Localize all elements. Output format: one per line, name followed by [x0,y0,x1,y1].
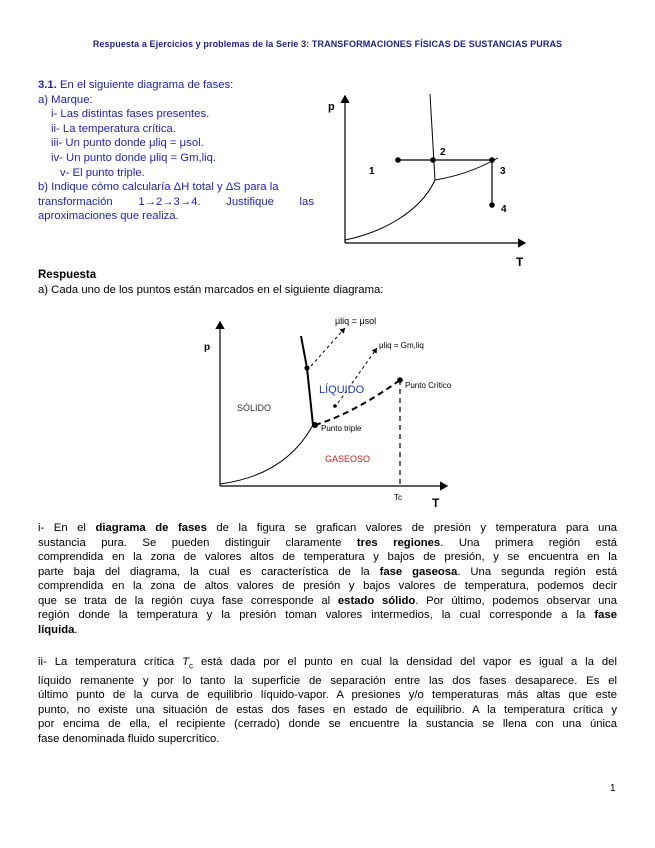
point-1 [395,157,401,163]
question-number: 3.1. [38,79,57,91]
question-item-v: v- El punto triple. [60,166,145,179]
mu-liq-gm-point [333,404,337,408]
paragraph-line: fase denominada fluido supercrítico. [38,732,220,745]
phase-diagram-answer [195,308,455,513]
p-axis-label: p [204,342,211,353]
T-axis-label: T [516,255,524,268]
paragraph-line: i- En el diagrama de fases de la figura se grafican valores de presión y temperatura para una [38,522,617,534]
paragraph-line: punto, no existe una situación de estas dos fases en estado de equilibrio. A la temperatura crítica y [38,703,617,716]
question-item-i: i- Las distintas fases presentes. [51,108,210,121]
paragraph-line: líquida. [38,623,78,636]
mu-liq-gm-label: μliq = Gm,liq [379,341,424,350]
paragraph-line: que se trata de la región cuya fase corresponde al estado sólido. Por último, podemos observar una [38,594,617,607]
liquid-region-label: LÍQUIDO [319,384,365,396]
paragraph-line: comprendida en la zona de valores altos de temperatura y bajos de presión, y se encuentra en la [38,551,617,563]
question-item-iv: iv- Un punto donde μliq = Gm,liq. [51,151,217,164]
point-4-label: 4 [501,204,507,215]
paragraph-line: último punto de la curva de equilibrio líquido-vapor. A presiones y/o temperaturas más altas que este [38,689,617,702]
respuesta-heading: Respuesta [38,269,97,281]
fusion-curve [301,336,313,425]
paragraph-phases [38,521,617,637]
vaporization-curve [435,158,498,180]
respuesta-a-text: a) Cada uno de los puntos están marcados en el siguiente diagrama: [38,284,384,296]
point-2 [430,157,436,163]
question-item-iii: iii- Un punto donde μliq = μsol. [51,137,204,150]
critical-point-label: Punto Crítico [405,381,452,390]
mu-liq-sol-label: μliq = μsol [335,316,377,326]
point-1-label: 1 [369,166,375,177]
triple-point [312,422,318,428]
paragraph-line: ii- La temperatura crítica $T_c$ está dada por el punto en cual la densidad del vapor es igual a la del [38,656,617,671]
paragraph-line: comprendida en la zona de altos valores de presión y bajos valores de temperatura, podemos decir [38,580,617,592]
point-3 [489,157,495,163]
paragraph-line: sustancia pura. Se pueden distinguir claramente tres regiones. Una primera región está [38,536,617,549]
sublimation-curve [345,180,435,240]
paragraph-critical-temperature [38,655,617,746]
paragraph-line: parte baja del diagrama, la cual es característica de la fase gaseosa. Una segunda región está [38,565,617,578]
page-header: Respuesta a Ejercicios y problemas de la Serie 3: TRANSFORMACIONES FÍSICAS DE SUSTANCIAS PURAS [92,39,563,49]
point-2-label: 2 [440,147,446,158]
question-part-b-line3: aproximaciones que realiza. [38,210,179,223]
mu-liq-sol-point [304,365,309,370]
T-axis-label: T [432,496,440,510]
paragraph-line: líquido remanente y por lo tanto la superficie de separación entre las dos fases desaparece. Es el [38,674,617,687]
point-4 [489,202,495,208]
page-number: 1 [610,783,616,794]
sublimation-curve [220,425,313,484]
question-part-b-line1: b) Indique cómo calcularía ΔH total y ΔS para la [38,181,279,194]
question-item-ii: ii- La temperatura crítica. [51,122,176,135]
gas-region-label: GASEOSO [325,454,371,464]
paragraph-line: región donde la temperatura y la presión toman valores intermedios, la cual corresponde a la fase [38,609,617,621]
critical-point [397,377,403,383]
question-part-b-line2: transformación 1→2→3→4. Justifique las [38,195,314,208]
mu-liq-sol-arrow [311,328,345,366]
paragraph-line: por encima de ella, el recipiente (cerrado) donde se encuentre la sustancia se llena con una única [38,718,617,731]
p-axis-label: p [328,101,335,113]
phase-diagram-question [320,88,535,268]
question-block [38,78,314,224]
solid-region-label: SÓLIDO [237,403,272,413]
question-intro: En el siguiente diagrama de fases: [56,79,234,91]
point-3-label: 3 [500,166,506,177]
tc-label: Tc [394,493,402,502]
triple-point-label: Punto triple [321,424,362,433]
question-part-a: a) Marque: [38,93,93,106]
fusion-curve [430,94,435,180]
